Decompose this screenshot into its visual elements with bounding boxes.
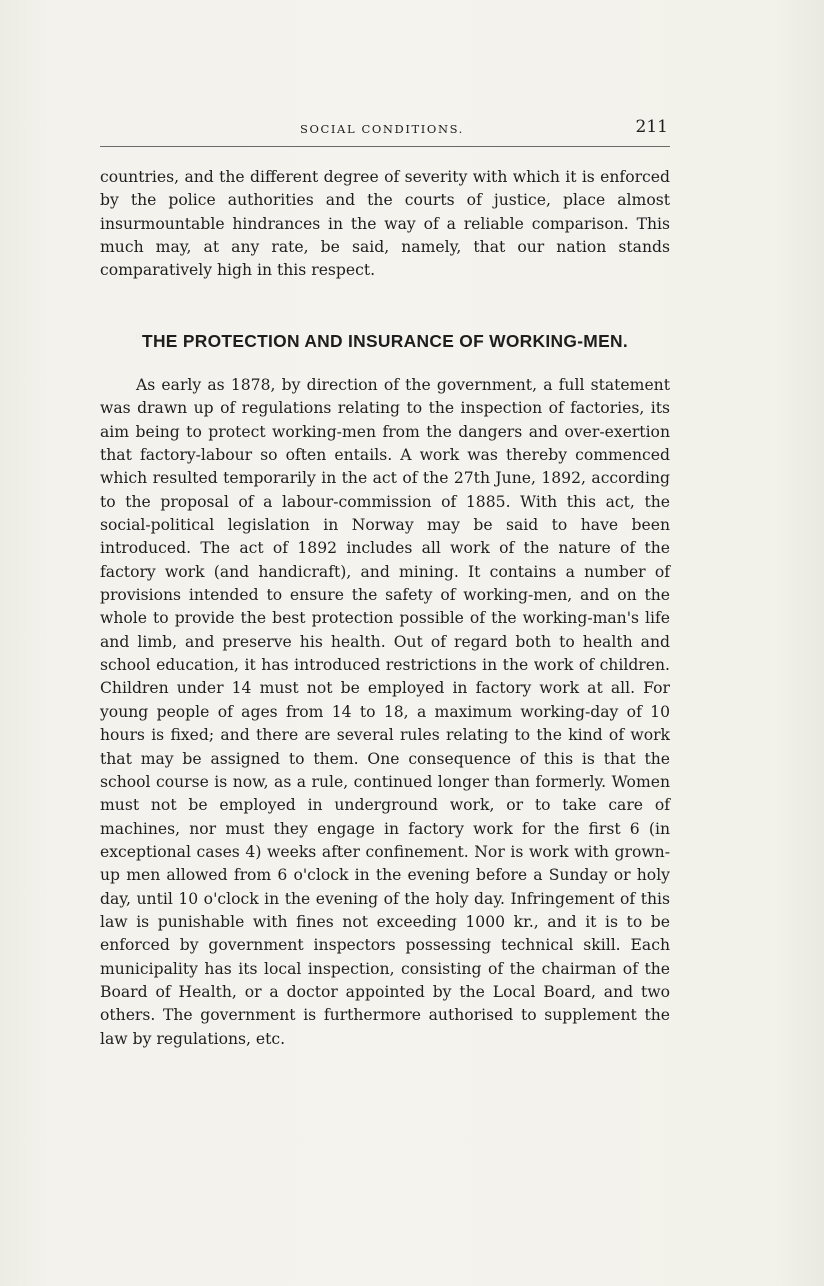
header-rule [100,146,670,147]
intro-paragraph: countries, and the different degree of severity with which it is enforced by the police authorities and the courts of justice, place almost insurmountable hindrances in the way of a reliable comparison. This much may, at any rate, be said, namely, that our nation stands comparatively high in this respect. [100,168,670,280]
page-number: 211 [635,117,668,137]
section-paragraph: As early as 1878, by direction of the government, a full statement was drawn up of regulations relating to the inspection of factories, its aim being to protect working-men from the dangers and over-exertion that factory-labour so often entails. A work was thereby commenced which resulted temporarily in the act of the 27th June, 1892, according to the proposal of a labour-commission of 1885. With this act, the social-political legislation in Norway may be said to have been introduced. The act of 1892 includes all work of the nature of the factory work (and handicraft), and mining. It contains a number of provisions intended to ensure the safety of working-men, and on the whole to provide the best protection possible of the working-man's life and limb, and preserve his health. Out of regard both to health and school education, it has introduced restrictions in the work of children. Children under 14 must not be employed in factory work at all. For young people of ages from 14 to 18, a maximum working-day of 10 hours is fixed; and there are several rules relating to the kind of work that may be assigned to them. One consequence of this is that the school course is now, as a rule, continued longer than formerly. Women must not be employed in underground work, or to take care of machines, nor must they engage in factory work for the first 6 (in exceptional cases 4) weeks after confinement. Nor is work with grown-up men allowed from 6 o'clock in the evening before a Sunday or holy day, until 10 o'clock in the evening of the holy day. Infringement of this law is punishable with fines not exceeding 1000 kr., and it is to be enforced by government inspectors possessing technical skill. Each municipality has its local inspection, consisting of the chairman of the Board of Health, or a doctor appointed by the Local Board, and two others. The government is furthermore authorised to supplement the law by regulations, etc. [100,376,670,1048]
running-head [100,117,670,141]
running-title: SOCIAL CONDITIONS. [300,122,464,136]
section-heading: THE PROTECTION AND INSURANCE OF WORKING-MEN. [142,331,628,351]
